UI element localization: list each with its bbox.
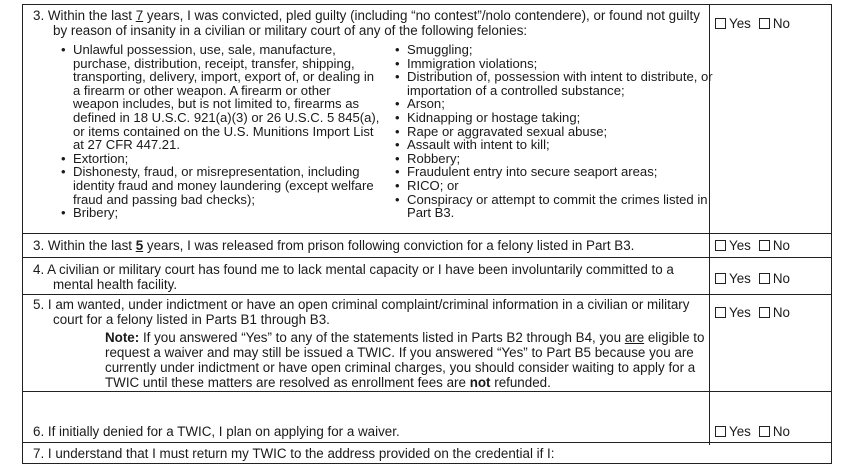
question-6-text: 6. If initially denied for a TWIC, I plan on applying for a waiver. (33, 424, 400, 439)
question-6-yes-no: Yes No (715, 424, 790, 439)
bullet-icon: • (395, 150, 400, 166)
felony-list-line: Extortion; (73, 150, 129, 166)
question-5-yes-checkbox[interactable] (715, 307, 726, 318)
bullet-icon: • (395, 69, 400, 85)
row-divider (23, 257, 831, 258)
bullet-icon: • (395, 96, 400, 112)
felony-list-right (393, 43, 713, 220)
felony-list-item (59, 152, 379, 166)
felony-list-line: weapon includes, but is not limited to, firearms as (73, 96, 360, 112)
bullet-icon: • (395, 42, 400, 57)
felony-list-line: Rape or aggravated sexual abuse; (407, 123, 608, 139)
felony-list-line: Part B3. (407, 205, 455, 221)
bullet-icon: • (395, 164, 400, 180)
question-6-no-checkbox[interactable] (759, 426, 770, 437)
bullet-icon: • (395, 123, 400, 139)
felony-list-line: at 27 CFR 447.21. (73, 137, 180, 153)
question-3b-text: 3. Within the last 5 years, I was released from prison following conviction for a felony listed in Part B3. (33, 238, 635, 253)
felony-list-line: Robbery; (407, 150, 461, 166)
question-3b-no-checkbox[interactable] (759, 240, 770, 251)
felony-list-item (393, 193, 713, 220)
bullet-icon: • (395, 55, 400, 71)
felony-list-line: RICO; or (407, 177, 459, 193)
felony-list-line: purchase, distribution, receipt, transfer, shipping, (73, 55, 355, 71)
felony-list-line: Distribution of, possession with intent to distribute, or (407, 69, 713, 85)
felony-list-line: a firearm or other weapon. A firearm or other (73, 82, 331, 98)
question-7-text: 7. I understand that I must return my TWIC to the address provided on the credential if I: (33, 446, 555, 461)
felony-disclosure-form (22, 4, 832, 464)
felony-list-item (59, 43, 379, 152)
felony-list-item (59, 165, 379, 206)
question-5-text: 5. I am wanted, under indictment or have an open criminal complaint/criminal information in a civilian or military court for a felony listed in Parts B1 through B3. (33, 297, 690, 327)
question-3b-yes-checkbox[interactable] (715, 240, 726, 251)
question-4-no-checkbox[interactable] (759, 273, 770, 284)
felony-list-item (393, 138, 713, 152)
felony-list-item (393, 57, 713, 71)
felony-list-line: or items contained on the U.S. Munitions Import List (73, 123, 374, 139)
question-3-text: 3. Within the last 7 years, I was convicted, pled guilty (including “no contest”/nolo contendere), or found not guilty by reason of insanity in a civilian or military court of any of the following felonies: (33, 8, 700, 38)
question-6-yes-checkbox[interactable] (715, 426, 726, 437)
felony-list-line: Unlawful possession, use, sale, manufacture, (73, 42, 336, 57)
question-3-yes-checkbox[interactable] (715, 18, 726, 29)
bullet-icon: • (395, 109, 400, 125)
felony-list-item (393, 165, 713, 179)
question-5-yes-no: Yes No (715, 305, 790, 320)
felony-list-line: Conspiracy or attempt to commit the crimes listed in (407, 191, 708, 207)
bullet-icon: • (61, 150, 66, 166)
question-4-text: 4. A civilian or military court has found me to lack mental capacity or I have been involuntarily committed to a mental health facility. (33, 262, 674, 292)
felony-list-line: Kidnapping or hostage taking; (407, 109, 581, 125)
row-divider (23, 442, 831, 443)
felony-list-item (393, 97, 713, 111)
felony-list-line: Immigration violations; (407, 55, 538, 71)
felony-list-line: identity fraud and money laundering (except welfare (73, 177, 374, 193)
felony-list-item (393, 125, 713, 139)
felony-list-line: defined in 18 U.S.C. 921(a)(3) or 26 U.S.C. 5 845(a), (73, 109, 380, 125)
felony-list-left (59, 43, 379, 220)
felony-list-item (59, 206, 379, 220)
felony-list-line: transporting, delivery, import, export of, or dealing in (73, 69, 375, 85)
row-divider (23, 391, 831, 392)
felony-list-item (393, 43, 713, 57)
felony-list-item (393, 152, 713, 166)
bullet-icon: • (395, 137, 400, 153)
felony-list-item (393, 111, 713, 125)
bullet-icon: • (395, 177, 400, 193)
bullet-icon: • (61, 164, 66, 180)
felony-list-line: fraud and passing bad checks); (73, 191, 255, 207)
question-4-yes-no: Yes No (715, 271, 790, 286)
question-3-yes-no: Yes No (715, 16, 790, 31)
felony-list-line: Dishonesty, fraud, or misrepresentation, including (73, 164, 360, 180)
bullet-icon: • (395, 191, 400, 207)
bullet-icon: • (61, 205, 66, 221)
felony-list-line: Fraudulent entry into secure seaport areas; (407, 164, 658, 180)
question-5-no-checkbox[interactable] (759, 307, 770, 318)
felony-list-line: Smuggling; (407, 42, 473, 57)
felony-list-line: importation of a controlled substance; (407, 82, 625, 98)
felony-list-item (393, 70, 713, 97)
felony-list-line: Arson; (407, 96, 445, 112)
felony-list-item (393, 179, 713, 193)
question-3b-yes-no: Yes No (715, 238, 790, 253)
row-divider (23, 294, 831, 295)
felony-list-line: Bribery; (73, 205, 119, 221)
question-3-no-checkbox[interactable] (759, 18, 770, 29)
row-divider (23, 233, 831, 234)
felony-list-line: Assault with intent to kill; (407, 137, 550, 153)
question-4-yes-checkbox[interactable] (715, 273, 726, 284)
bullet-icon: • (61, 42, 66, 57)
waiver-note: Note: If you answered “Yes” to any of the statements listed in Parts B2 through B4, you are eligible to request a waiver and may still be issued a TWIC. If you answered “Yes” to Part B5 because you are currently under indictment or have open criminal charges, you should consider waiting to apply for a TWIC until these matters are resolved as enrollment fees are not refunded. (105, 330, 705, 390)
